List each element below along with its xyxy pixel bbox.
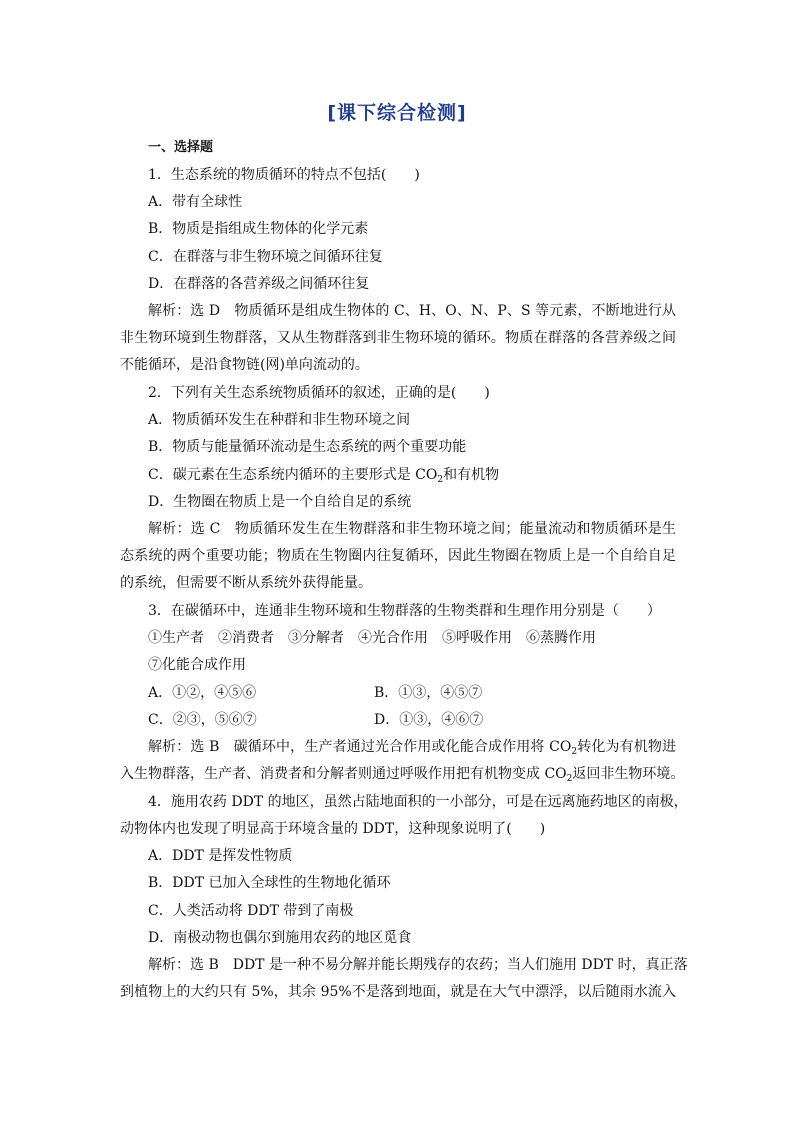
- q3-explanation-text-end: 转化为有机物进: [577, 739, 677, 755]
- q2-option-a: A．物质循环发生在种群和非生物环境之间: [148, 412, 411, 428]
- q1-option-c: C．在群落与非生物环境之间循环往复: [148, 249, 383, 265]
- q2-explanation-line3: 的系统，但需要不断从系统外获得能量。: [120, 575, 372, 591]
- q1-explanation-line2: 非生物环境到生物群落，又从生物群落到非生物环境的循环。物质在群落的各营养级之间: [120, 330, 676, 346]
- q3-explanation-text-end: 返回非生物环境。: [572, 766, 685, 782]
- q2-option-b: B．物质与能量循环流动是生态系统的两个重要功能: [148, 439, 467, 455]
- q1-option-b: B．物质是指组成生物体的化学元素: [148, 221, 369, 237]
- q4-stem-line2: 动物体内也发现了明显高于环境含量的 DDT，这种现象说明了( ): [120, 821, 546, 837]
- q3-items-line2: ⑦化能合成作用: [148, 657, 246, 673]
- page-title: [课下综合检测]: [327, 102, 467, 124]
- q3-explanation-line1: [148, 738, 676, 761]
- q2-option-c-text: C．碳元素在生态系统内循环的主要形式是 CO: [148, 467, 438, 483]
- q1-stem: 1．生态系统的物质循环的特点不包括( ): [148, 167, 420, 183]
- q2-stem: 2．下列有关生态系统物质循环的叙述，正确的是( ): [148, 385, 490, 401]
- subscript: 2: [566, 774, 573, 784]
- q1-explanation-line1: 解析：选 D 物质循环是组成生物体的 C、H、O、N、P、S 等元素，不断地进行从: [148, 303, 676, 319]
- subscript: 2: [437, 475, 444, 485]
- q3-explanation-text: 解析：选 B 碳循环中，生产者通过光合作用或化能合成作用将 CO: [148, 739, 572, 755]
- q4-option-b: B．DDT 已加入全球性的生物地化循环: [148, 875, 391, 891]
- q4-explanation-line1: 解析：选 B DDT 是一种不易分解并能长期残存的农药；当人们施用 DDT 时，真正落: [148, 957, 688, 973]
- section-heading: 一、选择题: [148, 140, 214, 155]
- q3-option-d: D．①③，④⑥⑦: [374, 712, 484, 728]
- q1-explanation-line3: 不能循环，是沿食物链(网)单向流动的。: [120, 357, 369, 373]
- q1-option-a: A．带有全球性: [148, 194, 243, 210]
- q4-option-d: D．南极动物也偶尔到施用农药的地区觅食: [148, 930, 412, 946]
- q2-option-d: D．生物圈在物质上是一个自给自足的系统: [148, 494, 412, 510]
- subscript: 2: [571, 747, 578, 757]
- q3-explanation-text: 入生物群落，生产者、消费者和分解者则通过呼吸作用把有机物变成 CO: [120, 766, 567, 782]
- q3-option-b: B．①③，④⑤⑦: [374, 685, 483, 701]
- q2-option-c-text-end: 和有机物: [443, 467, 500, 483]
- q3-stem: 3．在碳循环中，连通非生物环境和生物群落的生物类群和生理作用分别是（ ）: [148, 603, 661, 619]
- q2-explanation-line2: 态系统的两个重要功能；物质在生物圈内往复循环，因此生物圈在物质上是一个自给自足: [120, 548, 676, 564]
- q1-option-d: D．在群落的各营养级之间循环往复: [148, 276, 370, 292]
- q3-option-c: C．②③，⑤⑥⑦: [148, 712, 257, 728]
- q3-items-line1: ①生产者 ②消费者 ③分解者 ④光合作用 ⑤呼吸作用 ⑥蒸腾作用: [148, 630, 596, 646]
- q4-explanation-line2: 到植物上的大约只有 5%，其余 95%不是落到地面，就是在大气中漂浮，以后随雨水流入: [120, 984, 676, 1000]
- q4-option-c: C．人类活动将 DDT 带到了南极: [148, 903, 354, 919]
- q2-option-c: [148, 466, 499, 489]
- q4-option-a: A．DDT 是挥发性物质: [148, 848, 293, 864]
- q4-stem-line1: 4．施用农药 DDT 的地区，虽然占陆地面积的一小部分，可是在远离施药地区的南极，: [148, 794, 688, 810]
- q2-explanation-line1: 解析：选 C 物质循环发生在生物群落和非生物环境之间；能量流动和物质循环是生: [148, 521, 676, 537]
- q3-explanation-line2: [120, 765, 685, 788]
- q3-option-a: A．①②，④⑤⑥: [148, 685, 257, 701]
